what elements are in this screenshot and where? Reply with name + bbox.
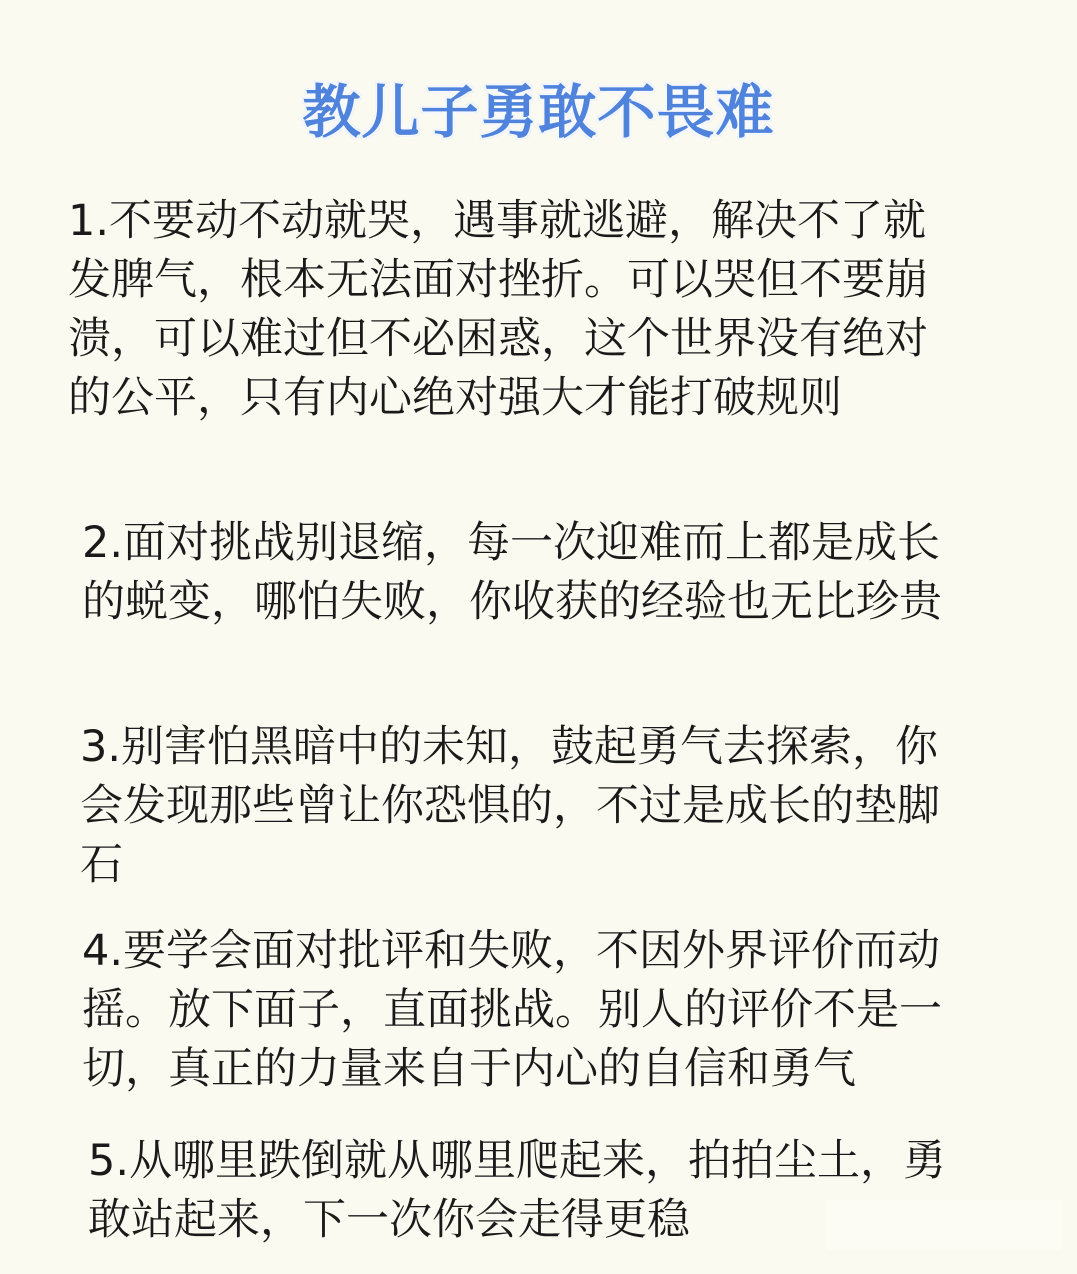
list-item-3: 3.别害怕黑暗中的未知，鼓起勇气去探索，你会发现那些曾让你恐惧的，不过是成长的垫脚石 — [80, 722, 940, 890]
list-item-1: 1.不要动不动就哭，遇事就逃避，解决不了就发脾气，根本无法面对挫折。可以哭但不要崩溃，可以难过但不必困惑，这个世界没有绝对的公平，只有内心绝对强大才能打破规则 — [68, 196, 928, 423]
page-title: 教儿子勇敢不畏难 — [302, 78, 775, 146]
list-item-4: 4.要学会面对批评和失败，不因外界评价而动摇。放下面子，直面挑战。别人的评价不是一切，真正的力量来自于内心的自信和勇气 — [82, 926, 942, 1094]
list-item-2: 2.面对挑战别退缩，每一次迎难而上都是成长的蜕变，哪怕失败，你收获的经验也无比珍贵 — [82, 518, 942, 627]
watermark-area — [826, 1200, 1062, 1250]
list-item-5: 5.从哪里跌倒就从哪里爬起来，拍拍尘土，勇敢站起来，下一次你会走得更稳 — [88, 1136, 947, 1245]
